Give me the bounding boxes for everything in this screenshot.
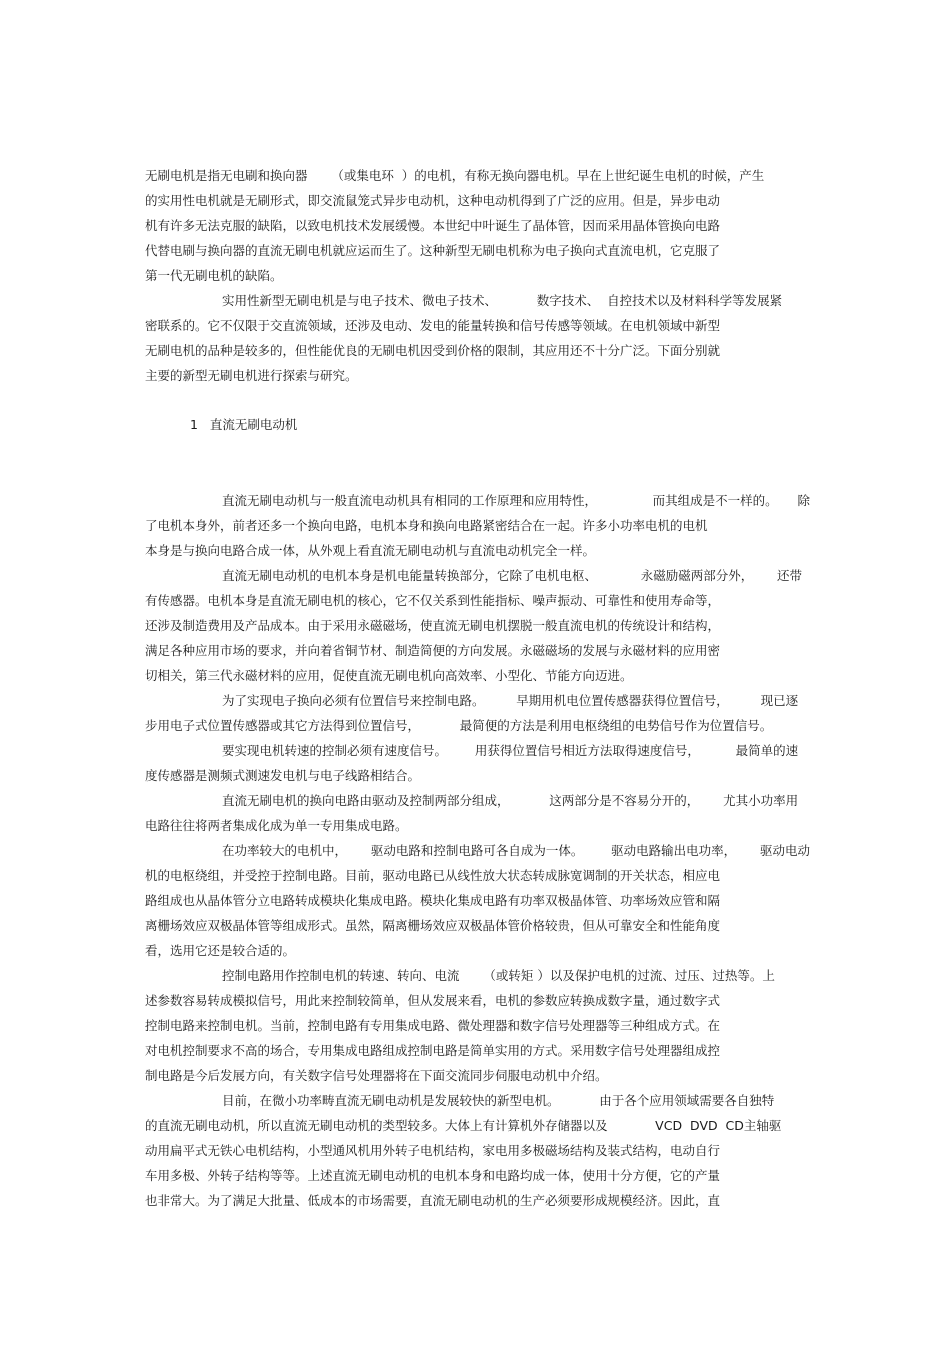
text-line: 控制电路用作控制电机的转速、转向、电流 （或转矩 ）以及保护电机的过流、过压、过热等。上 <box>222 968 775 983</box>
text-line: 无刷电机是指无电刷和换向器 （或集电环 ）的电机，有称无换向器电机。早在上世纪诞生电机的时候，产生 <box>145 168 765 183</box>
text-line: 在功率较大的电机中， 驱动电路和控制电路可各自成为一体。 驱动电路输出电功率， 驱动电动 <box>222 843 810 858</box>
text-line: 要实现电机转速的控制必须有速度信号。 用获得位置信号相近方法取得速度信号， 最简单的速 <box>222 743 799 758</box>
text-line: 直流无刷电动机与一般直流电动机具有相同的工作原理和应用特性， 而其组成是不一样的。 除 <box>222 493 810 508</box>
text-line: 对电机控制要求不高的场合，专用集成电路组成控制电路是简单实用的方式。采用数字信号处理器组成控 <box>145 1043 721 1058</box>
text-line: 为了实现电子换向必须有位置信号来控制电路。 早期用机电位置传感器获得位置信号， 现已逐 <box>222 693 799 708</box>
text-line: 代替电刷与换向器的直流无刷电机就应运而生了。这种新型无刷电机称为电子换向式直流电机，它克服了 <box>145 243 721 258</box>
text-line: 目前，在微小功率畴直流无刷电动机是发展较快的新型电机。 由于各个应用领域需要各自独特 <box>222 1093 775 1108</box>
text-line: 的直流无刷电动机，所以直流无刷电动机的类型较多。大体上有计算机外存储器以及 VCD DVD CD主轴驱 <box>145 1118 782 1133</box>
text-line: 看，选用它还是较合适的。 <box>145 943 296 958</box>
section-heading: 1 直流无刷电动机 <box>190 417 298 432</box>
text-line: 制电路是今后发展方向，有关数字信号处理器将在下面交流同步伺服电动机中介绍。 <box>145 1068 608 1083</box>
text-line: 步用电子式位置传感器或其它方法得到位置信号， 最简便的方法是利用电枢绕组的电势信号作为位置信号。 <box>145 718 773 733</box>
text-line: 的实用性电机就是无刷形式，即交流鼠笼式异步电动机，这种电动机得到了广泛的应用。但是，异步电动 <box>145 193 721 208</box>
text-line: 机有许多无法克服的缺陷，以致电机技术发展缓慢。本世纪中叶诞生了晶体管，因而采用晶体管换向电路 <box>145 218 721 233</box>
text-line: 无刷电机的品种是较多的，但性能优良的无刷电机因受到价格的限制，其应用还不十分广泛。下面分别就 <box>145 343 721 358</box>
text-line: 了电机本身外，前者还多一个换向电路，电机本身和换向电路紧密结合在一起。许多小功率电机的电机 <box>145 518 708 533</box>
text-line: 密联系的。它不仅限于交直流领域，还涉及电动、发电的能量转换和信号传感等领域。在电机领域中新型 <box>145 318 721 333</box>
text-line: 有传感器。电机本身是直流无刷电机的核心，它不仅关系到性能指标、噪声振动、可靠性和使用寿命等， <box>145 593 721 608</box>
text-line: 也非常大。为了满足大批量、低成本的市场需要，直流无刷电动机的生产必须要形成规模经济。因此，直 <box>145 1193 721 1208</box>
text-line: 路组成也从晶体管分立电路转成模块化集成电路。模块化集成电路有功率双极晶体管、功率场效应管和隔 <box>145 893 721 908</box>
text-line: 本身是与换向电路合成一体，从外观上看直流无刷电动机与直流电动机完全一样。 <box>145 543 596 558</box>
text-line: 直流无刷电动机的电机本身是机电能量转换部分，它除了电机电枢、 永磁励磁两部分外， 还带 <box>222 568 803 583</box>
text-line: 控制电路来控制电机。当前，控制电路有专用集成电路、微处理器和数字信号处理器等三种组成方式。在 <box>145 1018 721 1033</box>
text-line: 离栅场效应双极晶体管等组成形式。虽然，隔离栅场效应双极晶体管价格较贵，但从可靠安全和性能角度 <box>145 918 721 933</box>
text-line: 切相关，第三代永磁材料的应用，促使直流无刷电机向高效率、小型化、节能方向迈进。 <box>145 668 633 683</box>
text-line: 直流无刷电机的换向电路由驱动及控制两部分组成， 这两部分是不容易分开的， 尤其小功率用 <box>222 793 799 808</box>
text-line: 主要的新型无刷电机进行探索与研究。 <box>145 368 358 383</box>
text-line: 第一代无刷电机的缺陷。 <box>145 268 283 283</box>
text-line: 还涉及制造费用及产品成本。由于采用永磁磁场，使直流无刷电机摆脱一般直流电机的传统设计和结构， <box>145 618 721 633</box>
text-line: 车用多极、外转子结构等等。上述直流无刷电动机的电机本身和电路均成一体，使用十分方便，它的产量 <box>145 1168 721 1183</box>
text-line: 机的电枢绕组，并受控于控制电路。目前，驱动电路已从线性放大状态转成脉宽调制的开关状态，相应电 <box>145 868 721 883</box>
text-line: 电路往往将两者集成化成为单一专用集成电路。 <box>145 818 408 833</box>
text-line: 述参数容易转成模拟信号，用此来控制较简单，但从发展来看，电机的参数应转换成数字量，通过数字式 <box>145 993 721 1008</box>
text-line: 动用扁平式无铁心电机结构，小型通风机用外转子电机结构，家电用多极磁场结构及装式结构，电动自行 <box>145 1143 721 1158</box>
text-line: 实用性新型无刷电机是与电子技术、微电子技术、 数字技术、 自控技术以及材料科学等发展紧 <box>222 293 783 308</box>
text-line: 度传感器是测频式测速发电机与电子线路相结合。 <box>145 768 421 783</box>
text-line: 满足各种应用市场的要求，并向着省铜节材、制造简便的方向发展。永磁磁场的发展与永磁材料的应用密 <box>145 643 721 658</box>
